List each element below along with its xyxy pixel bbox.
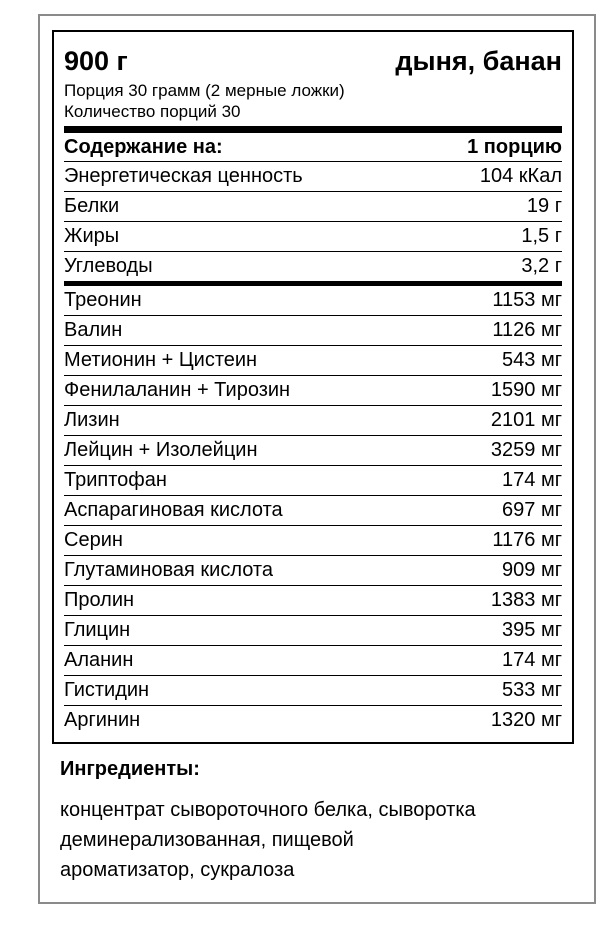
table-row xyxy=(64,286,562,316)
table-row xyxy=(64,466,562,496)
amino-name: Метионин + Цистеин xyxy=(64,349,258,371)
amino-name: Гистидин xyxy=(64,679,150,701)
table-row xyxy=(64,556,562,586)
nutrient-name: Углеводы xyxy=(64,255,153,277)
amino-value: 1126 мг xyxy=(492,319,562,341)
ingredients-section xyxy=(60,758,580,885)
amino-value: 174 мг xyxy=(502,649,562,671)
nutrient-value: 104 кКал xyxy=(479,165,562,187)
table-row xyxy=(64,346,562,376)
table-row xyxy=(64,706,562,735)
nutrient-name: Энергетическая ценность xyxy=(64,165,303,187)
amino-name: Лизин xyxy=(64,409,120,431)
amino-name: Серин xyxy=(64,529,123,551)
product-weight: 900 г xyxy=(64,46,128,76)
amino-value: 2101 мг xyxy=(490,409,562,431)
amino-value: 1383 мг xyxy=(490,589,562,611)
table-row xyxy=(64,192,562,222)
amino-name: Лейцин + Изолейцин xyxy=(64,439,258,461)
amino-name: Валин xyxy=(64,319,123,341)
table-header-value: 1 порцию xyxy=(467,135,562,158)
table-row xyxy=(64,376,562,406)
nutrients-list xyxy=(64,162,562,281)
amino-name: Аргинин xyxy=(64,709,141,731)
amino-name: Глутаминовая кислота xyxy=(64,559,273,581)
amino-acids-list xyxy=(64,286,562,735)
amino-value: 543 мг xyxy=(502,349,562,371)
ingredients-text xyxy=(60,795,580,885)
nutrient-value: 19 г xyxy=(526,195,562,217)
table-row xyxy=(64,222,562,252)
nutrient-value: 3,2 г xyxy=(521,255,562,277)
servings-count: Количество порций 30 xyxy=(64,102,241,121)
amino-value: 1153 мг xyxy=(492,289,562,311)
table-row xyxy=(64,526,562,556)
amino-name: Фенилаланин + Тирозин xyxy=(64,379,291,401)
amino-value: 533 мг xyxy=(502,679,562,701)
table-row xyxy=(64,496,562,526)
serving-size: Порция 30 грамм (2 мерные ложки) xyxy=(64,81,345,100)
amino-value: 697 мг xyxy=(502,499,562,521)
table-row xyxy=(64,406,562,436)
table-row xyxy=(64,436,562,466)
amino-name: Треонин xyxy=(64,289,142,311)
ingredients-line: ароматизатор, сукралоза xyxy=(60,859,295,881)
nutrient-value: 1,5 г xyxy=(521,225,562,247)
table-row xyxy=(64,646,562,676)
ingredients-line: деминерализованная, пищевой xyxy=(60,829,354,851)
amino-value: 1320 мг xyxy=(490,709,562,731)
amino-value: 909 мг xyxy=(502,559,562,581)
nutrient-name: Жиры xyxy=(64,225,120,247)
amino-name: Аланин xyxy=(64,649,134,671)
table-row xyxy=(64,316,562,346)
ingredients-line: концентрат сывороточного белка, сыворотка xyxy=(60,799,476,821)
table-row xyxy=(64,586,562,616)
amino-name: Аспарагиновая кислота xyxy=(64,499,283,521)
amino-value: 1176 мг xyxy=(492,529,562,551)
table-header-label: Содержание на: xyxy=(64,135,223,158)
amino-value: 174 мг xyxy=(502,469,562,491)
table-row xyxy=(64,616,562,646)
amino-name: Глицин xyxy=(64,619,131,641)
nutrient-name: Белки xyxy=(64,195,120,217)
nutrition-panel xyxy=(52,30,574,744)
product-flavor: дыня, банан xyxy=(395,46,562,76)
amino-name: Пролин xyxy=(64,589,135,611)
panel-header xyxy=(64,46,562,80)
amino-value: 3259 мг xyxy=(490,439,562,461)
amino-name: Триптофан xyxy=(64,469,167,491)
amino-value: 1590 мг xyxy=(490,379,562,401)
ingredients-title: Ингредиенты: xyxy=(60,758,200,780)
thick-divider xyxy=(64,126,562,133)
table-header-row xyxy=(64,133,562,162)
table-row xyxy=(64,676,562,706)
amino-value: 395 мг xyxy=(502,619,562,641)
table-row xyxy=(64,162,562,192)
table-row xyxy=(64,252,562,281)
